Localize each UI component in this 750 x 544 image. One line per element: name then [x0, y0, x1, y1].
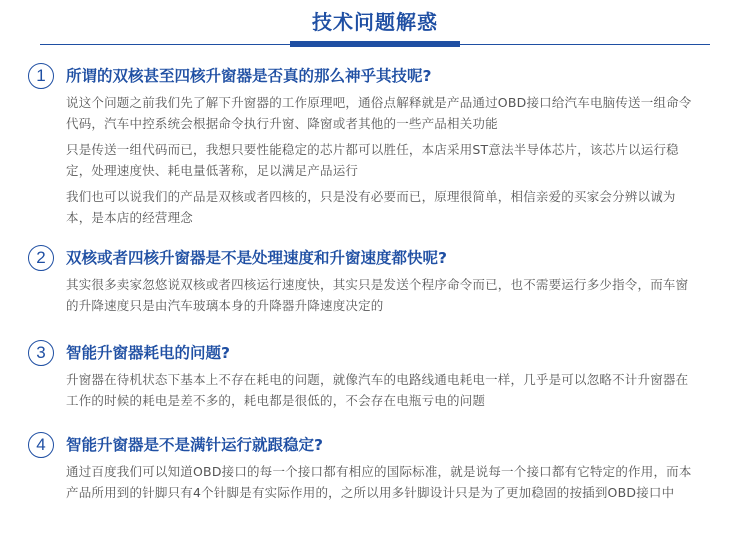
- section-number-badge: 4: [28, 432, 54, 458]
- answer-paragraph: 只是传送一组代码而已，我想只要性能稳定的芯片都可以胜任，本店采用ST意法半导体芯片，该芯片以运行稳定，处理速度快、耗电量低著称，足以满足产品运行: [66, 142, 679, 178]
- answer-paragraph: 说这个问题之前我们先了解下升窗器的工作原理吧，通俗点解释就是产品通过OBD接口给汽车电脑传送一组命令代码，汽车中控系统会根据命令执行升窗、降窗或者其他的一些产品相关功能: [66, 95, 692, 131]
- page-header: [0, 0, 750, 48]
- section-number-badge: 2: [28, 245, 54, 271]
- title-underline-accent: [290, 41, 460, 47]
- answer-paragraph: 其实很多卖家忽悠说双核或者四核运行速度快，其实只是发送个程序命令而已，也不需要运行多少指令，而车窗的升降速度只是由汽车玻璃本身的升降器升降速度决定的: [66, 277, 689, 313]
- question-title: 智能升窗器耗电的问题?: [66, 344, 230, 362]
- answer-paragraph: 升窗器在待机状态下基本上不存在耗电的问题，就像汽车的电路线通电耗电一样，几乎是可以忽略不计升窗器在工作的时候的耗电是差不多的，耗电都是很低的，不会存在电瓶亏电的问题: [66, 372, 689, 408]
- question-title: 双核或者四核升窗器是不是处理速度和升窗速度都快呢?: [66, 249, 447, 267]
- question-title: 所谓的双核甚至四核升窗器是否真的那么神乎其技呢?: [66, 67, 432, 85]
- answer-paragraph: 通过百度我们可以知道OBD接口的每一个接口都有相应的国际标准，就是说每一个接口都有它特定的作用，而本产品所用到的针脚只有4个针脚是有实际作用的，之所以用多针脚设计只是为了更加稳固的按插到OBD接口中: [66, 464, 692, 500]
- section-number-badge: 1: [28, 63, 54, 89]
- page-title: 技术问题解惑: [312, 10, 438, 34]
- section-number-badge: 3: [28, 340, 54, 366]
- question-title: 智能升窗器是不是满针运行就跟稳定?: [66, 436, 323, 454]
- answer-paragraph: 我们也可以说我们的产品是双核或者四核的，只是没有必要而已，原理很简单，相信亲爱的买家会分辨以诚为本，是本店的经营理念: [66, 189, 676, 225]
